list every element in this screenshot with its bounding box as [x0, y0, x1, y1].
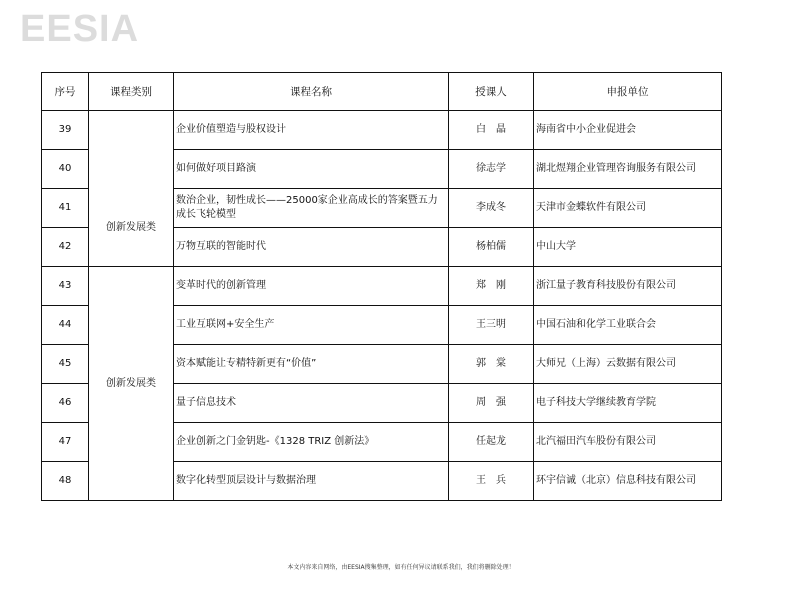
course-name: 如何做好项目路演 [174, 150, 449, 189]
header-category: 课程类别 [89, 73, 174, 111]
row-number: 47 [42, 423, 89, 462]
unit: 浙江量子教育科技股份有限公司 [534, 267, 722, 306]
teacher: 任起龙 [449, 423, 534, 462]
course-name: 企业价值塑造与股权设计 [174, 111, 449, 150]
table-row [42, 111, 722, 150]
teacher: 杨柏儒 [449, 228, 534, 267]
course-name: 数治企业，韧性成长——25000家企业高成长的答案暨五力成长飞轮模型 [174, 189, 449, 228]
header-teacher: 授课人 [449, 73, 534, 111]
row-number: 42 [42, 228, 89, 267]
unit: 海南省中小企业促进会 [534, 111, 722, 150]
teacher: 郑 刚 [449, 267, 534, 306]
row-number: 40 [42, 150, 89, 189]
category-cell [89, 267, 174, 501]
row-number: 43 [42, 267, 89, 306]
teacher: 王 兵 [449, 462, 534, 501]
row-number: 41 [42, 189, 89, 228]
table-row [42, 267, 722, 306]
unit: 环宇信诚（北京）信息科技有限公司 [534, 462, 722, 501]
unit: 电子科技大学继续教育学院 [534, 384, 722, 423]
course-table [41, 72, 722, 501]
unit: 北汽福田汽车股份有限公司 [534, 423, 722, 462]
header-course-name: 课程名称 [174, 73, 449, 111]
category-label: 创新发展类 [106, 377, 156, 389]
header-number: 序号 [42, 73, 89, 111]
table-header-row [42, 73, 722, 111]
unit: 天津市金蝶软件有限公司 [534, 189, 722, 228]
course-name: 量子信息技术 [174, 384, 449, 423]
teacher: 周 强 [449, 384, 534, 423]
teacher: 白 晶 [449, 111, 534, 150]
course-name: 万物互联的智能时代 [174, 228, 449, 267]
footer-disclaimer: 本文内容来自网络，由EESIA搜集整理，如有任何异议请联系我们，我们将删除处理！ [287, 564, 515, 571]
teacher: 徐志学 [449, 150, 534, 189]
row-number: 48 [42, 462, 89, 501]
unit: 中山大学 [534, 228, 722, 267]
unit: 中国石油和化学工业联合会 [534, 306, 722, 345]
teacher: 李成冬 [449, 189, 534, 228]
course-name: 资本赋能让专精特新更有“价值” [174, 345, 449, 384]
category-cell [89, 111, 174, 267]
unit: 大师兄（上海）云数据有限公司 [534, 345, 722, 384]
unit: 湖北煜翔企业管理咨询服务有限公司 [534, 150, 722, 189]
row-number: 39 [42, 111, 89, 150]
course-name: 数字化转型顶层设计与数据治理 [174, 462, 449, 501]
row-number: 46 [42, 384, 89, 423]
row-number: 44 [42, 306, 89, 345]
course-name: 变革时代的创新管理 [174, 267, 449, 306]
course-name: 企业创新之门金钥匙-《1328 TRIZ 创新法》 [174, 423, 449, 462]
header-unit: 申报单位 [534, 73, 722, 111]
row-number: 45 [42, 345, 89, 384]
teacher: 王三明 [449, 306, 534, 345]
category-label: 创新发展类 [106, 221, 156, 233]
eesia-logo: EESIA [20, 8, 140, 50]
teacher: 郭 棠 [449, 345, 534, 384]
course-name: 工业互联网+安全生产 [174, 306, 449, 345]
